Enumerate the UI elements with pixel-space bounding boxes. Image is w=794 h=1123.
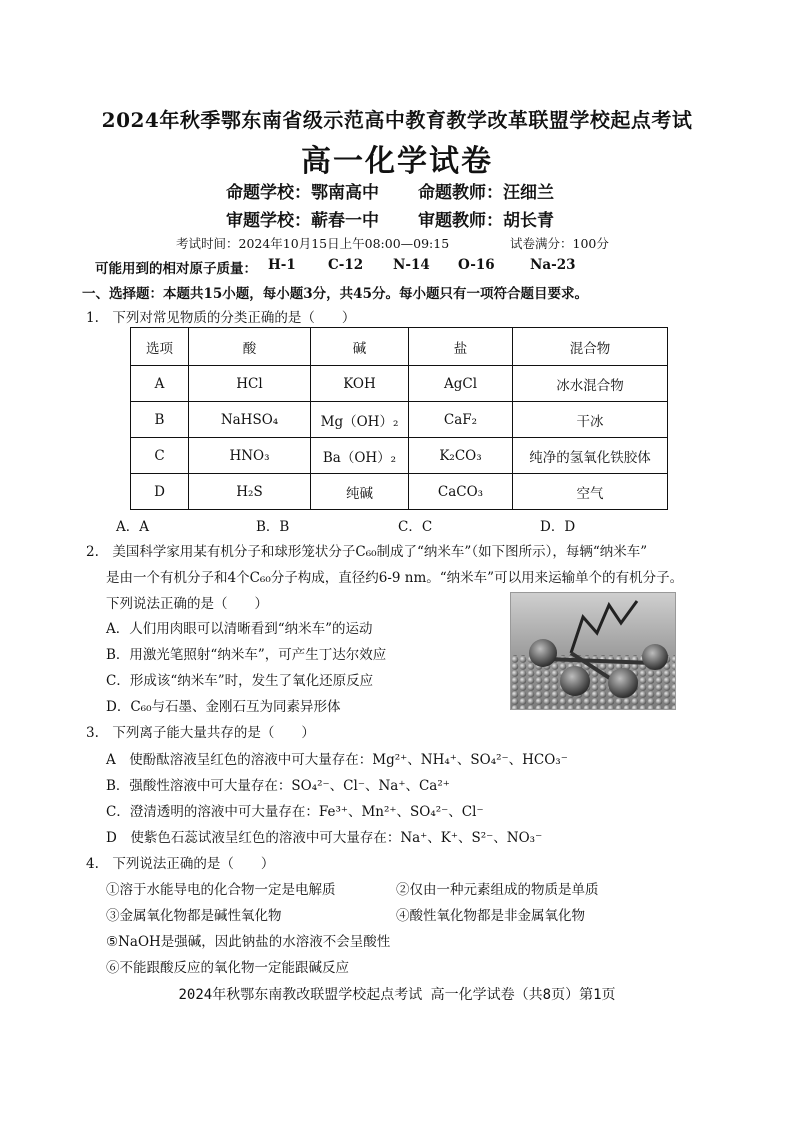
table-row xyxy=(131,402,668,438)
table-header: 盐 xyxy=(409,328,513,366)
q1-option-c: C．C xyxy=(398,519,433,535)
table-cell: HNO₃ xyxy=(189,438,311,474)
table-row xyxy=(131,474,668,510)
table-row xyxy=(131,438,668,474)
table-cell: HCl xyxy=(189,366,311,402)
atomic-mass-o: O-16 xyxy=(458,257,495,273)
q1-option-b: B．B xyxy=(256,519,290,535)
q2-option-d: D．C₆₀与石墨、金刚石互为同素异形体 xyxy=(106,699,341,715)
q3-stem: 3. 下列离子能大量共存的是（ ） xyxy=(86,725,315,741)
table-cell: H₂S xyxy=(189,474,311,510)
q4-statement-6: ⑥不能跟酸反应的氧化物一定能跟碱反应 xyxy=(106,960,349,976)
atomic-mass-label: 可能用到的相对原子质量： xyxy=(95,261,257,277)
atomic-mass-n: N-14 xyxy=(393,257,430,273)
q3-option-a: A 使酚酞溶液呈红色的溶液中可大量存在：Mg²⁺、NH₄⁺、SO₄²⁻、HCO₃⁻ xyxy=(106,752,568,768)
page-footer: 2024年秋鄂东南教改联盟学校起点考试 高一化学试卷（共8页）第1页 xyxy=(178,987,616,1003)
table-cell: 纯碱 xyxy=(311,474,409,510)
q3-option-d: D 使紫色石蕊试液呈红色的溶液中可大量存在：Na⁺、K⁺、S²⁻、NO₃⁻ xyxy=(106,830,543,846)
table-cell: B xyxy=(131,402,189,438)
table-cell: 冰水混合物 xyxy=(513,366,668,402)
q4-stem: 4. 下列说法正确的是（ ） xyxy=(86,856,275,872)
section-heading: 一、选择题：本题共15小题，每小题3分，共45分。每小题只有一项符合题目要求。 xyxy=(82,286,588,302)
table-cell: CaF₂ xyxy=(409,402,513,438)
atomic-mass-h: H-1 xyxy=(268,257,296,273)
q3-option-b: B．强酸性溶液中可大量存在：SO₄²⁻、Cl⁻、Na⁺、Ca²⁺ xyxy=(106,778,450,794)
table-cell: K₂CO₃ xyxy=(409,438,513,474)
q2-option-b: B．用激光笔照射“纳米车”，可产生丁达尔效应 xyxy=(106,647,387,663)
table-header: 混合物 xyxy=(513,328,668,366)
table-cell: A xyxy=(131,366,189,402)
nanocar-image xyxy=(511,593,676,710)
table-cell: D xyxy=(131,474,189,510)
q4-statement-4: ④酸性氧化物都是非金属氧化物 xyxy=(396,908,585,924)
atomic-mass-na: Na-23 xyxy=(530,257,576,273)
table-cell: CaCO₃ xyxy=(409,474,513,510)
reviewer-school: 审题学校：蕲春一中 xyxy=(226,211,379,231)
exam-title: 2024年秋季鄂东南省级示范高中教育教学改革联盟学校起点考试 xyxy=(101,108,693,132)
nanocar-illustration xyxy=(510,592,676,710)
table-cell: 干冰 xyxy=(513,402,668,438)
atomic-mass-c: C-12 xyxy=(328,257,364,273)
q2-stem-line1: 2. 美国科学家用某有机分子和球形笼状分子C₆₀制成了“纳米车”（如下图所示），每辆“纳米车” xyxy=(86,544,648,560)
exam-time: 考试时间：2024年10月15日上午08:00—09:15 xyxy=(176,236,450,251)
q2-option-c: C．形成该“纳米车”时，发生了氧化还原反应 xyxy=(106,673,374,689)
q4-statement-3: ③金属氧化物都是碱性氧化物 xyxy=(106,908,282,924)
paper-title: 高一化学试卷 xyxy=(301,144,493,179)
table-header: 碱 xyxy=(311,328,409,366)
q1-stem: 1. 下列对常见物质的分类正确的是（ ） xyxy=(86,310,356,326)
table-cell: Mg（OH）₂ xyxy=(311,402,409,438)
table-cell: KOH xyxy=(311,366,409,402)
table-header-row xyxy=(131,328,668,366)
table-cell: Ba（OH）₂ xyxy=(311,438,409,474)
proposer-teacher: 命题教师：汪细兰 xyxy=(418,183,554,203)
proposer-school: 命题学校：鄂南高中 xyxy=(226,183,379,203)
q4-statement-1: ①溶于水能导电的化合物一定是电解质 xyxy=(106,882,336,898)
table-header: 酸 xyxy=(189,328,311,366)
q1-option-d: D．D xyxy=(540,519,576,535)
table-cell: 空气 xyxy=(513,474,668,510)
table-cell: C xyxy=(131,438,189,474)
table-cell: NaHSO₄ xyxy=(189,402,311,438)
table-cell: 纯净的氢氧化铁胶体 xyxy=(513,438,668,474)
full-score: 试卷满分：100分 xyxy=(510,236,609,251)
q2-option-a: A．人们用肉眼可以清晰看到“纳米车”的运动 xyxy=(106,621,373,637)
table-row xyxy=(131,366,668,402)
q1-option-a: A．A xyxy=(116,519,149,535)
q2-stem-line2: 是由一个有机分子和4个C₆₀分子构成，直径约6-9 nm。“纳米车”可以用来运输单个的有机分子。 xyxy=(106,570,684,586)
q3-option-c: C．澄清透明的溶液中可大量存在：Fe³⁺、Mn²⁺、SO₄²⁻、Cl⁻ xyxy=(106,804,484,820)
table-header: 选项 xyxy=(131,328,189,366)
q4-statement-5: ⑤NaOH是强碱，因此钠盐的水溶液不会呈酸性 xyxy=(106,934,391,950)
q2-stem-line3: 下列说法正确的是（ ） xyxy=(106,596,268,612)
q4-statement-2: ②仅由一种元素组成的物质是单质 xyxy=(396,882,599,898)
table-cell: AgCl xyxy=(409,366,513,402)
classification-table xyxy=(130,327,668,510)
reviewer-teacher: 审题教师：胡长青 xyxy=(418,211,554,231)
